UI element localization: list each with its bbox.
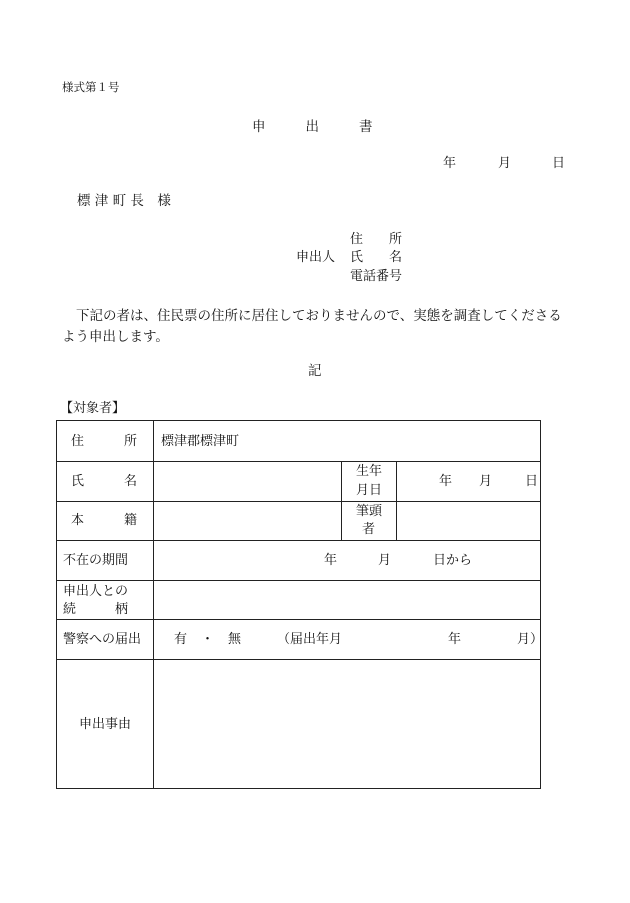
- applicant-phone-label: 電話番号: [350, 269, 403, 284]
- reason-label: 申出事由: [79, 717, 132, 732]
- column-divider: [341, 461, 342, 540]
- date-line: [443, 157, 565, 170]
- title-char: 出: [305, 119, 319, 135]
- target-heading: 【対象者】: [60, 401, 126, 416]
- option-dot: ・: [201, 632, 215, 647]
- request-statement-line-1: 下記の者は、住民票の住所に居住しておりませんので、実態を調査してくださる: [76, 308, 562, 324]
- household-head-label-line-1: 筆頭: [356, 504, 383, 519]
- domicile-row-label: 本 籍: [71, 513, 138, 528]
- option-no: 無: [228, 632, 242, 647]
- column-divider: [153, 421, 154, 788]
- report-year-unit: 年: [448, 632, 462, 647]
- police-report-label: 警察への届出: [63, 632, 142, 647]
- relation-label-line-2: 続 柄: [63, 602, 129, 617]
- row-divider: [57, 659, 540, 660]
- household-head-label-line-2: 者: [362, 522, 376, 537]
- name-row-label: 氏 名: [71, 474, 138, 489]
- ki-heading: 記: [308, 363, 322, 379]
- report-date-prefix: （届出年月: [277, 632, 343, 647]
- date-year-unit: 年: [443, 156, 457, 171]
- applicant-prefix: 申出人: [296, 250, 336, 265]
- form-number: 様式第１号: [62, 80, 120, 94]
- document-title: [252, 121, 373, 135]
- absence-period-label: 不在の期間: [63, 553, 129, 568]
- title-char: 書: [359, 119, 373, 135]
- report-month-close: 月）: [517, 632, 544, 647]
- date-day-unit: 日: [552, 156, 566, 171]
- birthdate-label-line-1: 生年: [356, 464, 383, 479]
- request-statement-line-2: よう申出します。: [62, 329, 169, 345]
- target-person-table: [56, 420, 544, 789]
- request-statement: [62, 306, 572, 348]
- birthdate-label-line-2: 月日: [356, 483, 383, 498]
- address-row-label: 住 所: [71, 434, 138, 449]
- police-report-options: [174, 633, 241, 646]
- row-divider: [57, 540, 540, 541]
- birthdate-units: 年 月 日: [439, 474, 539, 489]
- column-divider: [396, 461, 397, 540]
- addressee: 標 津 町 長 様: [77, 193, 171, 209]
- row-divider: [57, 461, 540, 462]
- row-divider: [57, 580, 540, 581]
- absence-period-units: 年 月 日から: [324, 553, 473, 568]
- relation-label-line-1: 申出人との: [63, 584, 129, 599]
- date-month-unit: 月: [498, 156, 512, 171]
- row-divider: [57, 619, 540, 620]
- title-char: 申: [252, 119, 266, 135]
- option-yes: 有: [174, 632, 188, 647]
- row-divider: [57, 501, 540, 502]
- address-value: 標津郡標津町: [161, 434, 240, 449]
- applicant-address-label: 住 所: [350, 232, 403, 247]
- applicant-name-label: 氏 名: [350, 250, 403, 265]
